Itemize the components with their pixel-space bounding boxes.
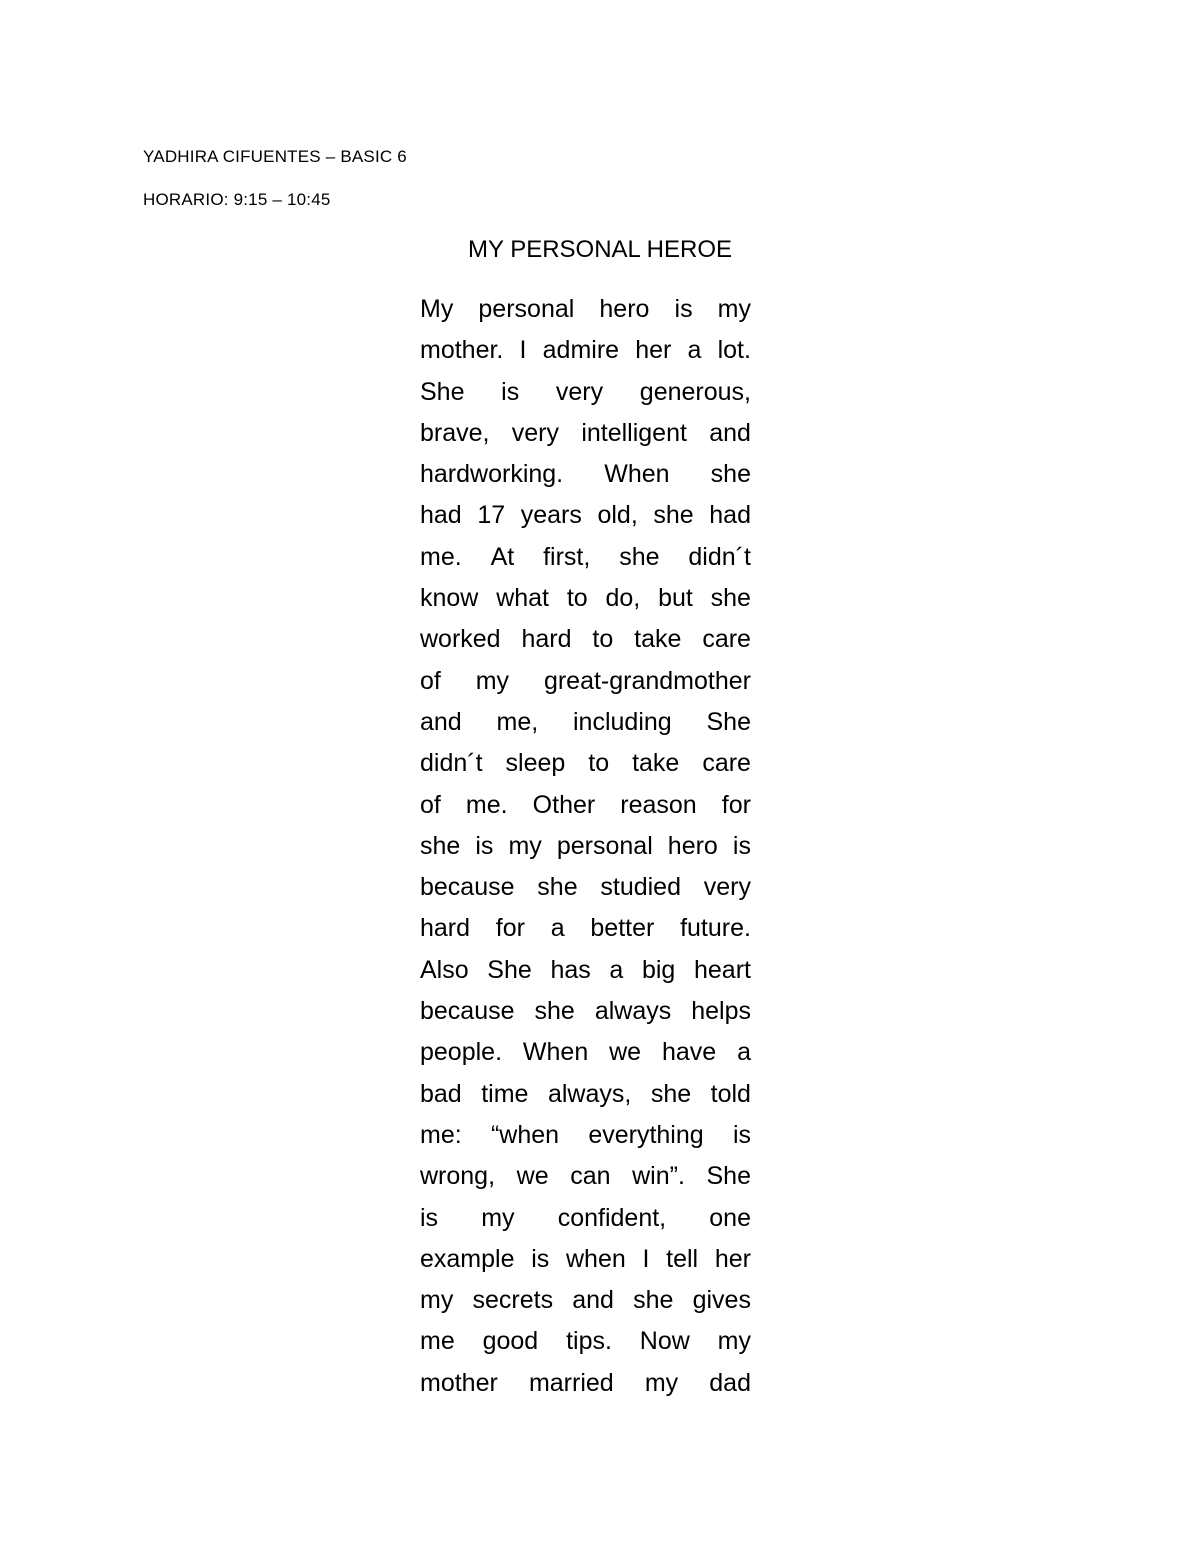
essay-line: people. When we have a — [420, 1038, 751, 1067]
essay-line: of my great-grandmother — [420, 666, 751, 695]
essay-line: She is very generous, — [420, 377, 751, 406]
essay-title: MY PERSONAL HEROE — [467, 236, 733, 263]
essay-line: had 17 years old, she had — [420, 501, 751, 530]
essay-line: wrong, we can win”. She — [420, 1162, 751, 1191]
essay-line: she is my personal hero is — [420, 831, 751, 860]
essay-line: mother married my dad — [420, 1368, 751, 1397]
essay-line: bad time always, she told — [420, 1079, 751, 1108]
essay-line: My personal hero is my — [420, 295, 751, 323]
essay-line: hard for a better future. — [420, 914, 751, 943]
essay-line: worked hard to take care — [420, 625, 751, 654]
essay-line: me. At first, she didn´t — [420, 542, 751, 571]
student-name-line: YADHIRA CIFUENTES – BASIC 6 — [143, 147, 407, 166]
essay-line: my secrets and she gives — [420, 1286, 751, 1315]
essay-line: because she always helps — [420, 997, 751, 1026]
essay-line: because she studied very — [420, 873, 751, 902]
essay-line: example is when I tell her — [420, 1244, 751, 1273]
essay-line: of me. Other reason for — [420, 790, 751, 819]
essay-line: know what to do, but she — [420, 584, 751, 613]
essay-line: didn´t sleep to take care — [420, 749, 751, 778]
essay-line: Also She has a big heart — [420, 955, 751, 984]
essay-line: is my confident, one — [420, 1203, 751, 1232]
schedule-line: HORARIO: 9:15 – 10:45 — [143, 190, 331, 209]
essay-line: me good tips. Now my — [420, 1327, 751, 1356]
essay-body — [420, 294, 751, 1409]
essay-line: hardworking. When she — [420, 460, 751, 489]
essay-line: brave, very intelligent and — [420, 418, 751, 447]
essay-line: me: “when everything is — [420, 1120, 751, 1149]
essay-line: and me, including She — [420, 707, 751, 736]
essay-line: mother. I admire her a lot. — [420, 336, 751, 365]
